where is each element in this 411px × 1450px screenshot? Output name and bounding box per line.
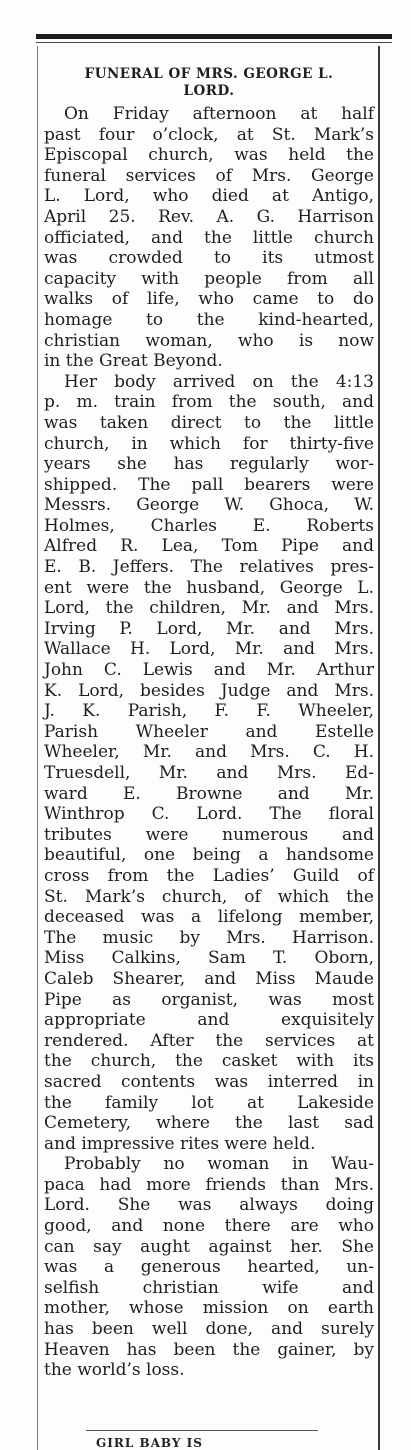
text-line: Wheeler, Mr. and Mrs. C. H. [44,742,374,763]
article-body [44,104,374,1381]
text-line: Holmes, Charles E. Roberts [44,515,374,536]
text-line: walks of life, who came to do [44,289,374,310]
article-paragraph [44,1154,374,1381]
text-line: Truesdell, Mr. and Mrs. Ed- [44,763,374,783]
text-line: the church, the casket with its [44,1051,374,1072]
text-line: E. B. Jeffers. The relatives pres- [44,557,374,578]
text-line: was a generous hearted, un- [44,1257,374,1278]
top-column-rule-thin [36,42,392,43]
text-line: J. K. Parish, F. F. Wheeler, [44,701,374,722]
text-line: p. m. train from the south, and [44,392,374,413]
article-column [44,66,374,1381]
right-column-rule [378,46,380,1450]
text-line: The music by Mrs. Harrison. [44,927,374,948]
article-paragraph [44,104,374,372]
text-line: christian woman, who is now [44,330,374,351]
text-line: ward E. Browne and Mr. [44,783,374,804]
text-line: and impressive rites were held. [44,1133,316,1154]
text-line: Lord. She was always doing [44,1195,374,1216]
text-line: the world’s loss. [44,1360,185,1381]
article-paragraph [44,372,374,1155]
text-line: capacity with people from all [44,268,374,289]
text-line: deceased was a lifelong member, [44,907,374,928]
text-line: cross from the Ladies’ Guild of [44,865,374,886]
text-line: was crowded to its utmost [44,248,374,269]
text-line: good, and none there are who [44,1216,374,1237]
text-line: Parish Wheeler and Estelle [44,721,374,742]
text-line: shipped. The pall bearers were [44,474,374,495]
text-line: On Friday afternoon at half [64,104,374,124]
text-line: in the Great Beyond. [44,351,223,372]
text-line: Her body arrived on the 4:13 [64,371,374,392]
text-line: past four o’clock, at St. Mark’s [44,124,374,145]
text-line: selfish christian wife and [44,1277,374,1298]
text-line: Probably no woman in Wau- [64,1154,374,1175]
text-line: Wallace H. Lord, Mr. and Mrs. [44,639,374,660]
text-line: Caleb Shearer, and Miss Maude [44,968,374,989]
text-line: Winthrop C. Lord. The floral [44,804,374,825]
text-line: appropriate and exquisitely [44,1010,374,1031]
text-line: was taken direct to the little [44,412,374,433]
text-line: Alfred R. Lea, Tom Pipe and [44,536,374,557]
text-line: mother, whose mission on earth [44,1298,374,1319]
text-line: tributes were numerous and [44,824,374,845]
text-line: years she has regularly wor- [44,454,374,475]
text-line: officiated, and the little church [44,227,374,248]
text-line: sacred contents was interred in [44,1071,374,1092]
text-line: can say aught against her. She [44,1236,374,1257]
article-separator-rule [86,1430,318,1431]
text-line: John C. Lewis and Mr. Arthur [44,660,374,681]
text-line: paca had more friends than Mrs. [44,1174,374,1195]
text-line: Messrs. George W. Ghoca, W. [44,495,374,516]
text-line: beautiful, one being a handsome [44,845,374,866]
text-line: L. Lord, who died at Antigo, [44,186,374,207]
text-line: rendered. After the services at [44,1030,374,1051]
text-line: funeral services of Mrs. George [44,165,374,186]
text-line: church, in which for thirty-five [44,433,374,454]
text-line: Episcopal church, was held the [44,145,374,166]
text-line: homage to the kind-hearted, [44,309,374,330]
text-line: Lord, the children, Mr. and Mrs. [44,598,374,619]
text-line: Miss Calkins, Sam T. Oborn, [44,948,374,969]
text-line: Pipe as organist, was most [44,989,374,1010]
headline-line: LORD. [183,83,235,99]
top-column-rule [36,34,392,39]
text-line: St. Mark’s church, of which the [44,886,374,907]
headline-line: FUNERAL OF MRS. GEORGE L. [84,66,334,82]
text-line: has been well done, and surely [44,1319,374,1340]
text-line: Irving P. Lord, Mr. and Mrs. [44,618,374,639]
text-line: ent were the husband, George L. [44,577,374,598]
text-line: April 25. Rev. A. G. Harrison [44,206,374,227]
article-headline [44,66,374,100]
text-line: Cemetery, where the last sad [44,1113,374,1134]
text-line: the family lot at Lakeside [44,1092,374,1113]
left-column-rule [37,46,38,1450]
text-line: Heaven has been the gainer, by [44,1339,374,1360]
next-article-headline: GIRL BABY IS [96,1436,203,1450]
text-line: K. Lord, besides Judge and Mrs. [44,680,374,701]
